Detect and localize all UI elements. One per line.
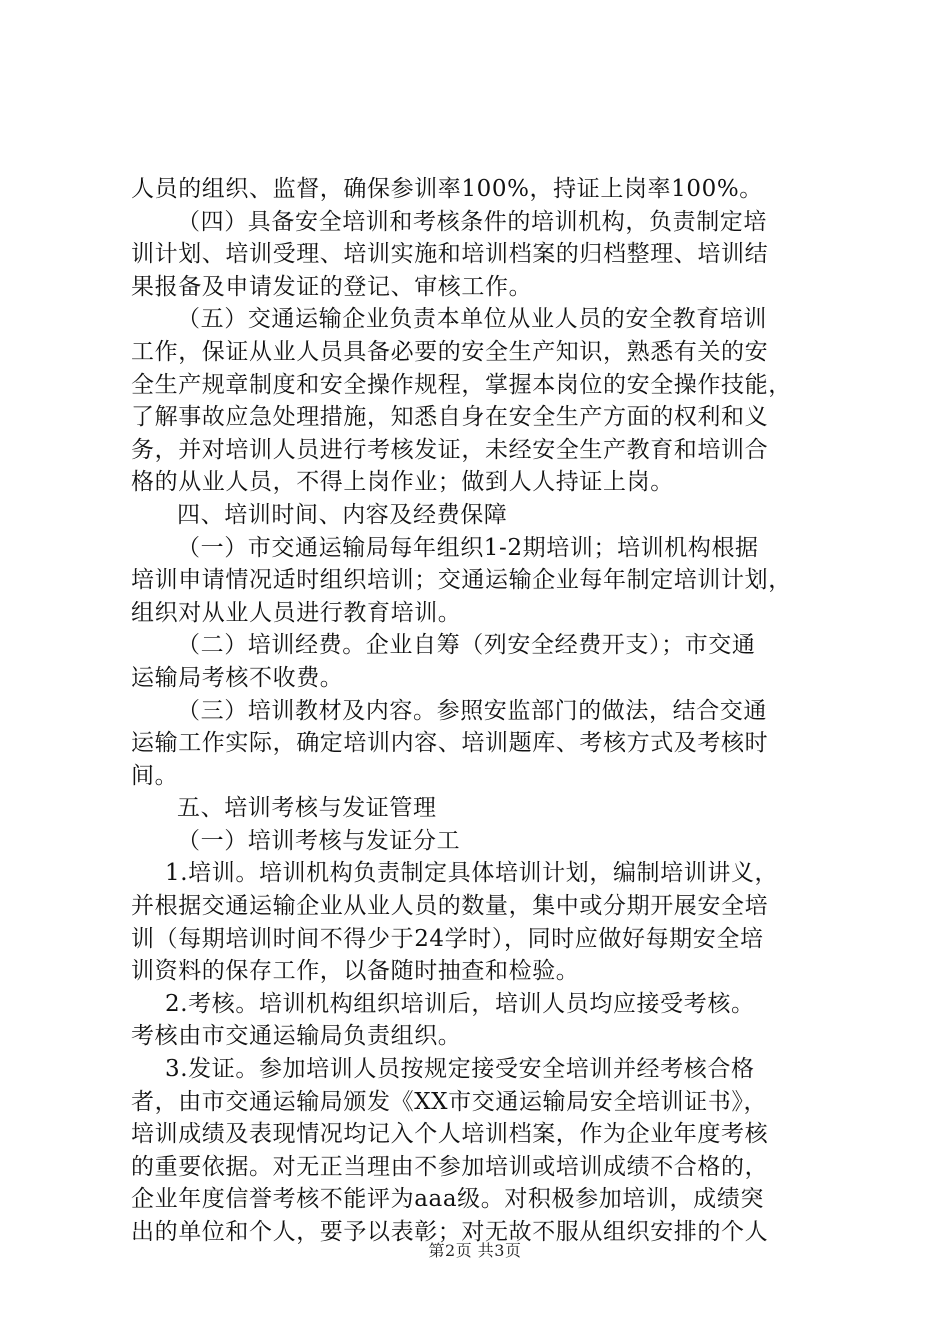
text-line: 工作，保证从业人员具备必要的安全生产知识，熟悉有关的安 <box>131 338 769 365</box>
page-number-label: 第2页 共3页 <box>428 1241 522 1260</box>
text-line: 务，并对培训人员进行考核发证，未经安全生产教育和培训合 <box>131 436 769 463</box>
text-line: 2.考核。培训机构组织培训后，培训人员均应接受考核。 <box>165 990 755 1017</box>
text-line: 果报备及申请发证的登记、审核工作。 <box>131 273 533 300</box>
text-line: （五）交通运输企业负责本单位从业人员的安全教育培训 <box>177 306 767 333</box>
text-line: 组织对从业人员进行教育培训。 <box>131 599 462 626</box>
section-heading: 四、培训时间、内容及经费保障 <box>177 501 508 528</box>
text-line: （一）市交通运输局每年组织1-2期培训；培训机构根据 <box>177 534 759 561</box>
text-line: （三）培训教材及内容。参照安监部门的做法，结合交通 <box>177 697 767 724</box>
text-line: 训（每期培训时间不得少于24学时），同时应做好每期安全培 <box>131 925 764 952</box>
document-body <box>131 173 834 1249</box>
text-line: 训资料的保存工作，以备随时抽查和检验。 <box>131 958 580 985</box>
text-line: 培训申请情况适时组织培训；交通运输企业每年制定培训计划， <box>131 567 792 594</box>
text-line: 运输工作实际，确定培训内容、培训题库、考核方式及考核时 <box>131 730 769 757</box>
text-line: 3.发证。参加培训人员按规定接受安全培训并经考核合格 <box>165 1056 755 1083</box>
text-line: 者，由市交通运输局颁发《XX市交通运输局安全培训证书》， <box>131 1088 768 1115</box>
text-line: 格的从业人员，不得上岗作业；做到人人持证上岗。 <box>131 469 674 496</box>
text-line: 了解事故应急处理措施，知悉自身在安全生产方面的权利和义 <box>131 404 769 431</box>
section-heading: 五、培训考核与发证管理 <box>177 795 437 822</box>
text-line: 全生产规章制度和安全操作规程，掌握本岗位的安全操作技能， <box>131 371 792 398</box>
text-line: 考核由市交通运输局负责组织。 <box>131 1023 462 1050</box>
text-line: 并根据交通运输企业从业人员的数量，集中或分期开展安全培 <box>131 893 769 920</box>
text-line: （四）具备安全培训和考核条件的培训机构，负责制定培 <box>177 208 767 235</box>
text-line: 1.培训。培训机构负责制定具体培训计划，编制培训讲义， <box>165 860 779 887</box>
text-line: 运输局考核不收费。 <box>131 664 344 691</box>
page-footer <box>0 1240 950 1262</box>
text-line: 企业年度信誉考核不能评为aaa级。对积极参加培训，成绩突 <box>131 1186 764 1213</box>
text-line: 间。 <box>131 762 179 789</box>
subsection-heading: （一）培训考核与发证分工 <box>177 827 461 854</box>
text-line: 培训成绩及表现情况均记入个人培训档案，作为企业年度考核 <box>131 1121 769 1148</box>
text-line: 出的单位和个人，要予以表彰；对无故不服从组织安排的个人 <box>131 1219 769 1245</box>
text-line: 的重要依据。对无正当理由不参加培训或培训成绩不合格的， <box>131 1153 769 1180</box>
text-line: 训计划、培训受理、培训实施和培训档案的归档整理、培训结 <box>131 241 769 268</box>
text-line: 人员的组织、监督，确保参训率100%，持证上岗率100%。 <box>131 176 763 202</box>
text-line: （二）培训经费。企业自筹（列安全经费开支）；市交通 <box>177 632 756 659</box>
